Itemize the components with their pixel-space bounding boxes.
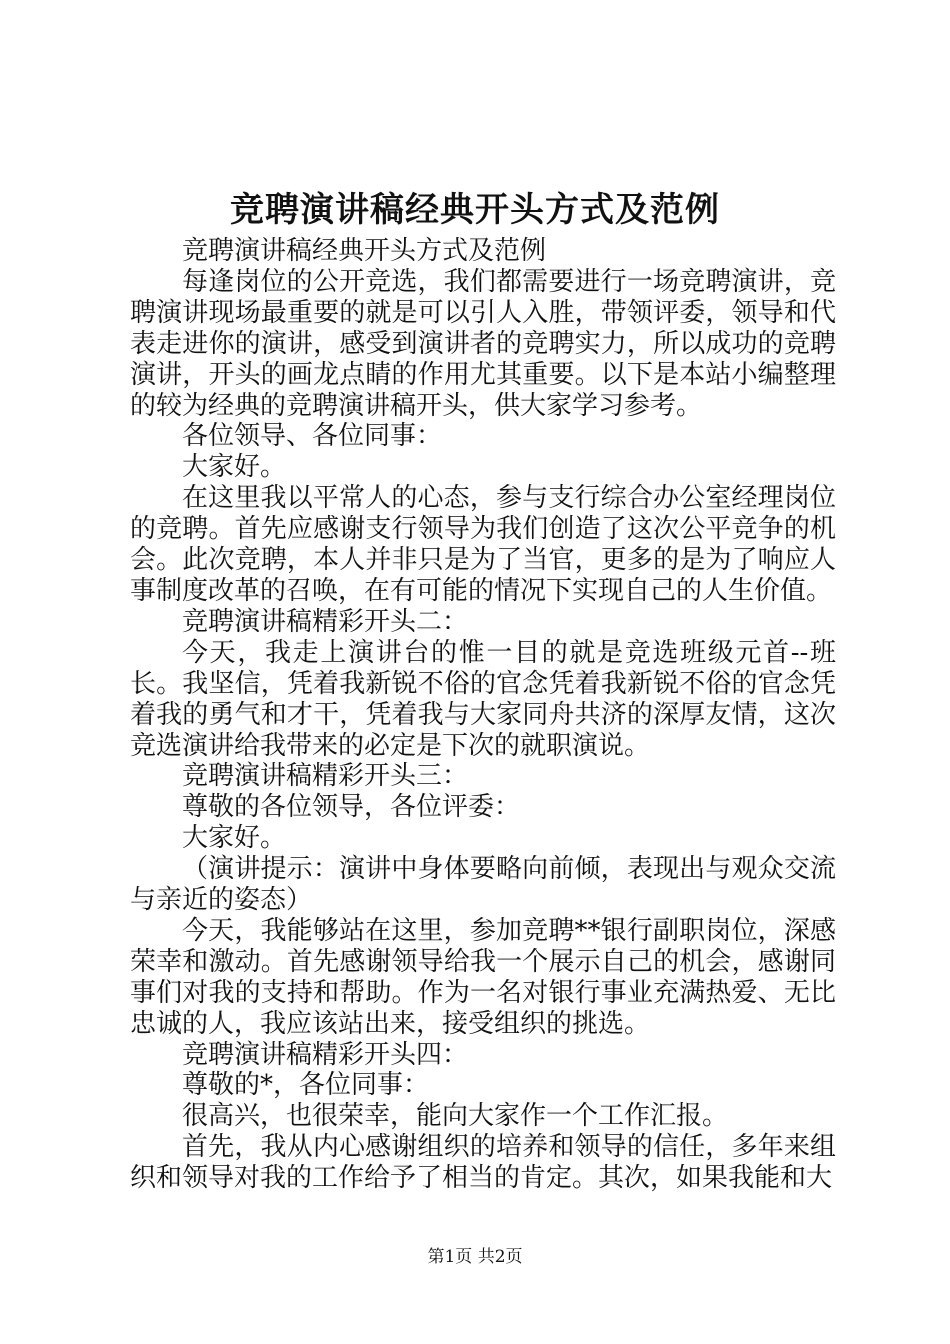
page-footer: 第1页 共2页 <box>427 1247 523 1267</box>
paragraph: 大家好。 <box>182 823 287 854</box>
paragraph: 今天，我走上演讲台的惟一目的就是竞选班级元首--班长。我坚信，凭着我新锐不俗的官念凭着我新锐不俗的官念凭着我的勇气和才干，凭着我与大家同舟共济的深厚友情，这次竞选演讲给我带来的必定是下次的就职演说。 <box>130 637 836 761</box>
paragraph: 今天，我能够站在这里，参加竞聘**银行副职岗位，深感荣幸和激动。首先感谢领导给我一个展示自己的机会，感谢同事们对我的支持和帮助。作为一名对银行事业充满热爱、无比忠诚的人，我应该站出来，接受组织的挑选。 <box>130 915 836 1039</box>
document-title: 竞聘演讲稿经典开头方式及范例 <box>230 190 720 230</box>
paragraph: 竞聘演讲稿精彩开头四： <box>182 1039 469 1070</box>
paragraph: 很高兴，也很荣幸，能向大家作一个工作汇报。 <box>182 1101 729 1132</box>
paragraph: （演讲提示：演讲中身体要略向前倾，表现出与观众交流与亲近的姿态） <box>130 854 836 916</box>
paragraph: 各位领导、各位同事： <box>182 421 443 452</box>
paragraph: 首先，我从内心感谢组织的培养和领导的信任，多年来组织和领导对我的工作给予了相当的肯定。其次，如果我能和大 <box>130 1132 836 1194</box>
paragraph: 竞聘演讲稿精彩开头二： <box>182 606 469 637</box>
paragraph: 在这里我以平常人的心态，参与支行综合办公室经理岗位的竞聘。首先应感谢支行领导为我们创造了这次公平竞争的机会。此次竞聘，本人并非只是为了当官，更多的是为了响应人事制度改革的召唤，在有可能的情况下实现自己的人生价值。 <box>130 483 836 606</box>
document-body <box>130 236 836 1194</box>
paragraph: 竞聘演讲稿经典开头方式及范例 <box>182 236 547 266</box>
paragraph: 竞聘演讲稿精彩开头三： <box>182 761 469 792</box>
paragraph: 大家好。 <box>182 452 287 483</box>
paragraph: 尊敬的各位领导，各位评委： <box>182 792 521 823</box>
paragraph: 尊敬的*，各位同事： <box>182 1070 430 1101</box>
paragraph: 每逢岗位的公开竞选，我们都需要进行一场竞聘演讲，竞聘演讲现场最重要的就是可以引人入胜，带领评委，领导和代表走进你的演讲，感受到演讲者的竞聘实力，所以成功的竞聘演讲，开头的画龙点睛的作用尤其重要。以下是本站小编整理的较为经典的竞聘演讲稿开头，供大家学习参考。 <box>130 266 836 421</box>
